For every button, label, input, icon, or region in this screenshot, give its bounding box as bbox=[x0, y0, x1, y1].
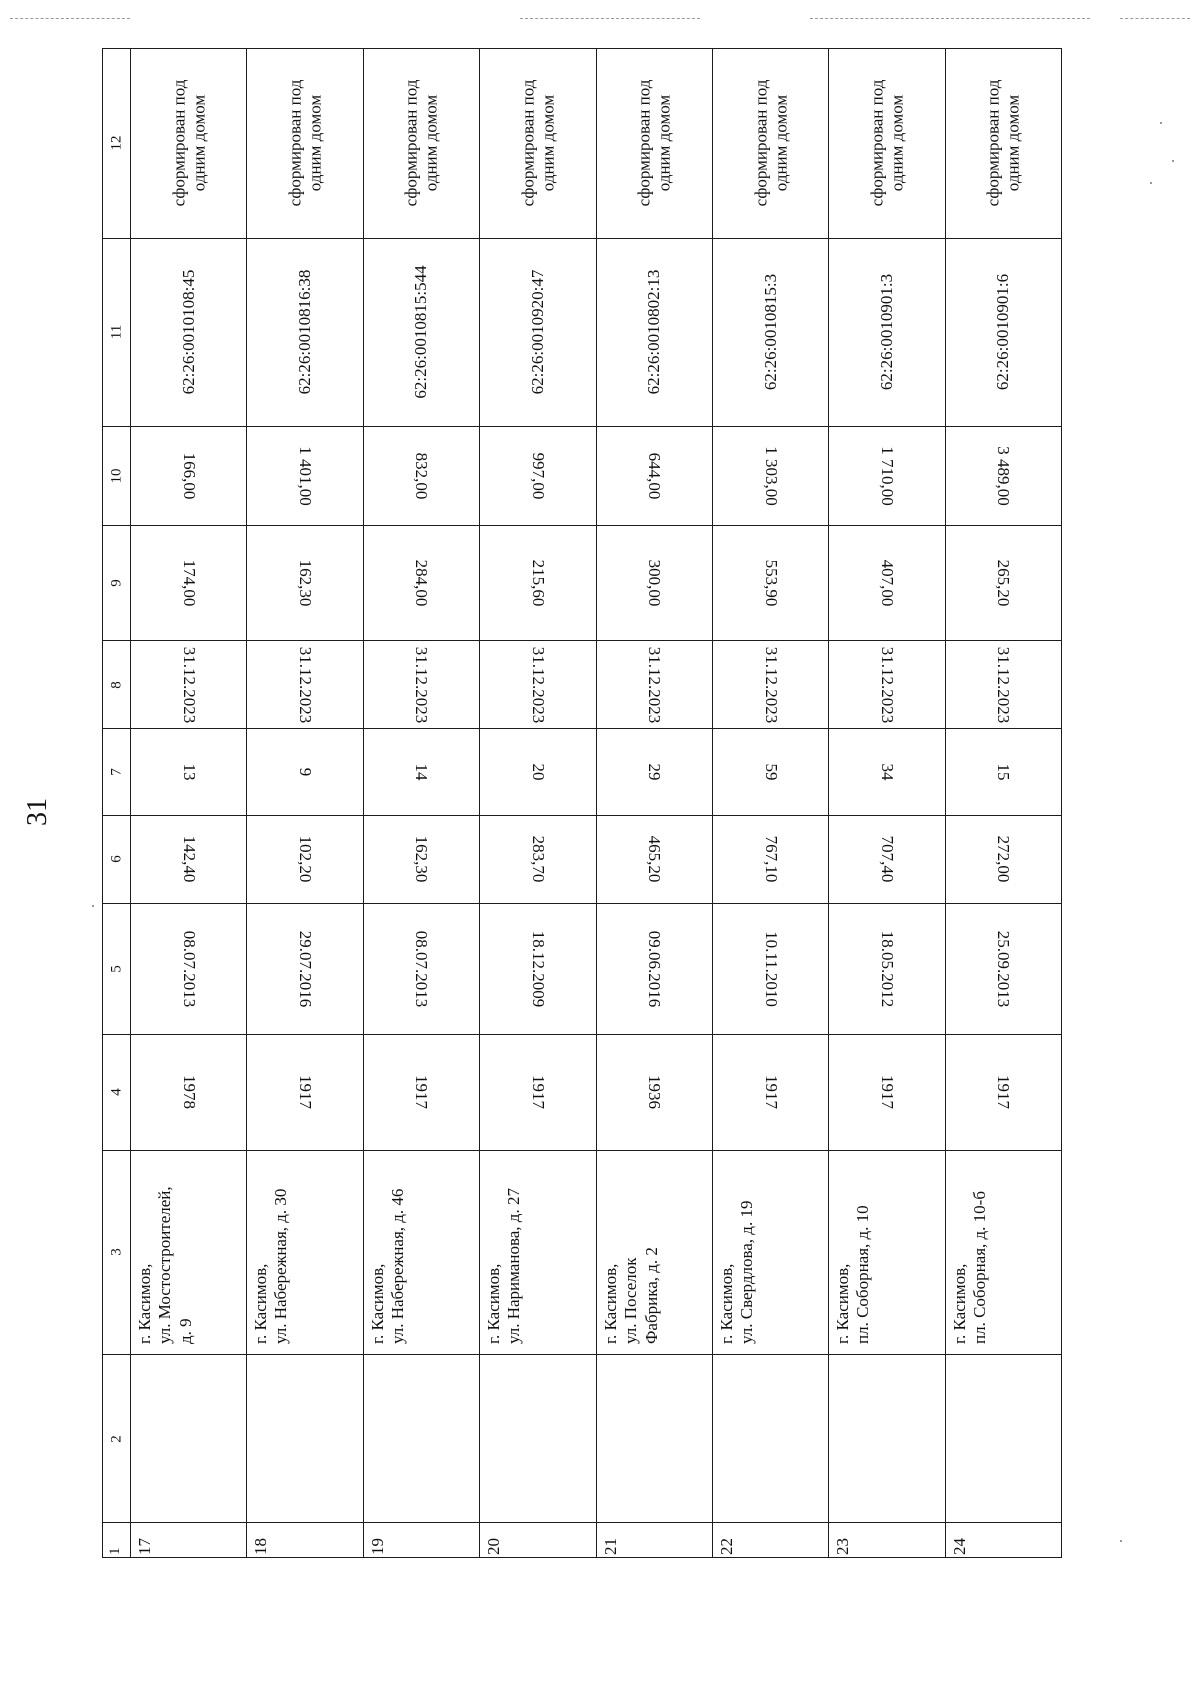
cadastral-number: 62:26:0010901:6 bbox=[993, 274, 1013, 391]
table-cell bbox=[247, 904, 362, 1035]
table-cell bbox=[829, 1355, 944, 1523]
table-row bbox=[131, 49, 247, 1557]
address-line: г. Касимов, bbox=[833, 1263, 853, 1345]
table-cell bbox=[597, 49, 712, 239]
table-cell bbox=[480, 526, 595, 641]
address-line: г. Касимов, bbox=[135, 1263, 154, 1345]
table-cell bbox=[364, 816, 479, 904]
table-cell bbox=[946, 904, 1061, 1035]
table-cell bbox=[480, 239, 595, 427]
year-built: 1917 bbox=[412, 1075, 432, 1110]
scan-artifact-line bbox=[810, 18, 1090, 19]
table-cell bbox=[946, 729, 1061, 816]
table-cell bbox=[364, 729, 479, 816]
area-value: 283,70 bbox=[528, 836, 548, 883]
table-cell bbox=[480, 1151, 595, 1356]
area-value: 465,20 bbox=[644, 836, 664, 883]
table-cell bbox=[713, 427, 828, 527]
table-cell bbox=[597, 1355, 712, 1523]
scan-speck bbox=[1150, 182, 1152, 184]
note-line: одним домом bbox=[188, 95, 208, 192]
column-header-label: 3 bbox=[108, 1248, 124, 1257]
column-header-label: 5 bbox=[108, 965, 124, 973]
table-cell bbox=[480, 816, 595, 904]
table-cell bbox=[480, 729, 595, 816]
table-cell bbox=[829, 239, 944, 427]
scan-speck bbox=[92, 905, 94, 907]
column-header-label: 8 bbox=[108, 680, 124, 689]
scan-artifact-line bbox=[520, 18, 700, 19]
note-text bbox=[169, 80, 208, 207]
table-cell bbox=[713, 641, 828, 729]
column-header-cell bbox=[103, 526, 130, 641]
year-built: 1917 bbox=[528, 1075, 548, 1110]
table-cell bbox=[946, 427, 1061, 527]
table-cell bbox=[597, 729, 712, 816]
table-cell bbox=[480, 641, 595, 729]
residents-count: 34 bbox=[877, 763, 897, 781]
address-line: ул. Свердлова, д. 19 bbox=[737, 1200, 757, 1345]
year-built: 1978 bbox=[179, 1075, 199, 1110]
table-cell bbox=[829, 816, 944, 904]
deadline-date: 31.12.2023 bbox=[994, 646, 1014, 723]
table-cell bbox=[480, 1523, 595, 1557]
column-header-label: 9 bbox=[108, 579, 124, 588]
table-cell bbox=[247, 1523, 362, 1557]
table-cell bbox=[597, 526, 712, 641]
table-cell bbox=[946, 1151, 1061, 1356]
header-column bbox=[103, 49, 131, 1557]
table-cell bbox=[247, 816, 362, 904]
note-line: сформирован под bbox=[518, 79, 538, 207]
table-cell bbox=[713, 1523, 828, 1557]
column-header-cell bbox=[103, 239, 130, 427]
value-10: 3 489,00 bbox=[994, 446, 1014, 506]
column-header-cell bbox=[103, 1035, 130, 1151]
table-cell bbox=[597, 1035, 712, 1151]
value-9: 300,00 bbox=[644, 559, 664, 607]
table-cell bbox=[364, 1151, 479, 1356]
address-line: пл. Соборная, д. 10-б bbox=[970, 1191, 990, 1345]
address-text bbox=[717, 1164, 809, 1344]
table-cell bbox=[597, 239, 712, 427]
residents-count: 14 bbox=[412, 763, 432, 781]
value-9: 407,00 bbox=[877, 559, 897, 607]
value-10: 644,00 bbox=[644, 452, 664, 500]
table-row bbox=[829, 49, 945, 1557]
table-row bbox=[480, 49, 596, 1557]
table-row bbox=[247, 49, 363, 1557]
note-text bbox=[402, 80, 441, 207]
address-line: ул. Поселок bbox=[620, 1257, 640, 1345]
cadastral-number: 62:26:0010920:47 bbox=[528, 269, 548, 395]
table-cell bbox=[247, 427, 362, 527]
column-header-label: 4 bbox=[108, 1088, 124, 1096]
column-header-cell bbox=[103, 904, 130, 1035]
note-line: одним домом bbox=[770, 95, 790, 192]
value-10: 1 710,00 bbox=[877, 446, 897, 506]
note-line: одним домом bbox=[537, 95, 557, 192]
value-10: 997,00 bbox=[528, 452, 548, 500]
address-text bbox=[251, 1164, 343, 1344]
table-cell bbox=[364, 904, 479, 1035]
table-cell bbox=[946, 1523, 1061, 1557]
cadastral-number: 62:26:0010901:3 bbox=[877, 274, 897, 391]
table-cell bbox=[713, 904, 828, 1035]
table-cell bbox=[829, 1151, 944, 1356]
column-header-label: 12 bbox=[108, 135, 124, 151]
table-cell bbox=[713, 816, 828, 904]
column-header-label: 11 bbox=[108, 324, 124, 340]
decision-date: 29.07.2016 bbox=[295, 930, 315, 1008]
scan-speck bbox=[1120, 1540, 1122, 1542]
row-number: 18 bbox=[251, 1538, 271, 1556]
table-cell bbox=[829, 1523, 944, 1557]
address-text bbox=[135, 1164, 227, 1344]
table-cell bbox=[131, 526, 246, 641]
table-cell bbox=[131, 729, 246, 816]
address-line: ул. Нариманова, д. 27 bbox=[504, 1188, 524, 1345]
note-line: сформирован под bbox=[867, 79, 887, 207]
column-header-label: 6 bbox=[108, 855, 124, 864]
value-9: 162,30 bbox=[295, 559, 315, 607]
table-cell bbox=[946, 239, 1061, 427]
deadline-date: 31.12.2023 bbox=[179, 646, 199, 723]
table-cell bbox=[247, 239, 362, 427]
table-cell bbox=[829, 427, 944, 527]
note-line: сформирован под bbox=[751, 79, 771, 207]
address-line: Фабрика, д. 2 bbox=[641, 1247, 661, 1345]
scan-speck bbox=[1160, 122, 1162, 124]
table-cell bbox=[364, 1523, 479, 1557]
table-cell bbox=[131, 1035, 246, 1151]
cadastral-number: 62:26:0010815:3 bbox=[760, 274, 780, 391]
decision-date: 09.06.2016 bbox=[644, 930, 664, 1008]
table-cell bbox=[946, 526, 1061, 641]
note-line: сформирован под bbox=[634, 79, 654, 207]
table-cell bbox=[247, 1151, 362, 1356]
address-text bbox=[833, 1164, 925, 1344]
page-number: 31 bbox=[22, 798, 53, 826]
cadastral-number: 62:26:0010816:38 bbox=[295, 269, 315, 395]
decision-date: 08.07.2013 bbox=[412, 930, 432, 1008]
table-cell bbox=[480, 49, 595, 239]
value-9: 284,00 bbox=[412, 559, 432, 607]
cadastral-number: 62:26:0010815:544 bbox=[411, 265, 431, 399]
table-row bbox=[946, 49, 1061, 1557]
table-cell bbox=[131, 1355, 246, 1523]
table-cell bbox=[829, 526, 944, 641]
scan-artifact-line bbox=[1120, 18, 1190, 19]
decision-date: 18.05.2012 bbox=[877, 930, 897, 1008]
year-built: 1917 bbox=[877, 1075, 897, 1110]
table-cell bbox=[597, 1151, 712, 1356]
note-text bbox=[751, 80, 790, 207]
residents-count: 29 bbox=[644, 763, 664, 781]
address-line: г. Касимов, bbox=[949, 1263, 969, 1345]
column-header-cell bbox=[103, 641, 130, 729]
table-cell bbox=[946, 641, 1061, 729]
table-row bbox=[713, 49, 829, 1557]
decision-date: 18.12.2009 bbox=[528, 930, 548, 1008]
table-cell bbox=[713, 239, 828, 427]
deadline-date: 31.12.2023 bbox=[877, 646, 897, 723]
note-text bbox=[286, 80, 325, 207]
table-cell bbox=[597, 904, 712, 1035]
value-10: 832,00 bbox=[412, 452, 432, 500]
address-text bbox=[950, 1164, 1042, 1344]
area-value: 707,40 bbox=[877, 836, 897, 883]
address-line: г. Касимов, bbox=[600, 1263, 620, 1345]
column-header-cell bbox=[103, 816, 130, 904]
table-cell bbox=[364, 641, 479, 729]
table-cell bbox=[364, 1035, 479, 1151]
row-number: 24 bbox=[949, 1538, 969, 1556]
column-header-cell bbox=[103, 427, 130, 527]
table-row bbox=[597, 49, 713, 1557]
column-header-cell bbox=[103, 49, 130, 239]
table-cell bbox=[131, 239, 246, 427]
address-line: г. Касимов, bbox=[484, 1263, 504, 1345]
row-number: 21 bbox=[600, 1538, 620, 1556]
residents-count: 20 bbox=[528, 763, 548, 781]
note-line: одним домом bbox=[1003, 95, 1023, 192]
table-cell bbox=[247, 1355, 362, 1523]
table-cell bbox=[480, 1355, 595, 1523]
table-cell bbox=[131, 427, 246, 527]
deadline-date: 31.12.2023 bbox=[412, 646, 432, 723]
residents-count: 9 bbox=[295, 767, 315, 777]
value-10: 1 303,00 bbox=[761, 446, 781, 506]
column-header-label: 10 bbox=[108, 468, 124, 484]
registry-table bbox=[102, 48, 1062, 1558]
table-cell bbox=[131, 1151, 246, 1356]
table-cell bbox=[247, 526, 362, 641]
table-cell bbox=[364, 49, 479, 239]
row-number: 19 bbox=[367, 1538, 387, 1556]
table-cell bbox=[131, 49, 246, 239]
year-built: 1917 bbox=[295, 1075, 315, 1110]
residents-count: 13 bbox=[179, 763, 199, 781]
row-number: 20 bbox=[484, 1538, 504, 1556]
deadline-date: 31.12.2023 bbox=[644, 646, 664, 723]
value-9: 215,60 bbox=[528, 559, 548, 607]
table-cell bbox=[713, 526, 828, 641]
scan-speck bbox=[1172, 160, 1174, 162]
table-cell bbox=[480, 1035, 595, 1151]
decision-date: 10.11.2010 bbox=[761, 930, 781, 1007]
table-cell bbox=[946, 49, 1061, 239]
value-10: 166,00 bbox=[179, 452, 199, 500]
table-cell bbox=[364, 239, 479, 427]
table-cell bbox=[713, 49, 828, 239]
column-header-label: 2 bbox=[108, 1434, 124, 1443]
address-line: ул. Набережная, д. 30 bbox=[271, 1188, 291, 1345]
row-number: 22 bbox=[716, 1538, 736, 1556]
column-header-label: 7 bbox=[108, 768, 124, 776]
value-9: 553,90 bbox=[761, 559, 781, 607]
year-built: 1917 bbox=[994, 1075, 1014, 1110]
column-header-cell bbox=[103, 1355, 130, 1523]
table-cell bbox=[829, 49, 944, 239]
address-line: пл. Соборная, д. 10 bbox=[853, 1205, 873, 1345]
address-line: ул. Мостостроителей, bbox=[155, 1186, 175, 1345]
address-text bbox=[368, 1164, 460, 1344]
area-value: 767,10 bbox=[761, 836, 781, 883]
table-cell bbox=[480, 427, 595, 527]
value-9: 174,00 bbox=[179, 559, 199, 607]
note-line: сформирован под bbox=[169, 79, 189, 207]
row-number: 23 bbox=[833, 1538, 853, 1556]
address-line: г. Касимов, bbox=[367, 1263, 387, 1345]
deadline-date: 31.12.2023 bbox=[761, 646, 781, 723]
decision-date: 08.07.2013 bbox=[179, 930, 199, 1008]
table-cell bbox=[946, 1035, 1061, 1151]
value-9: 265,20 bbox=[994, 559, 1014, 607]
table-cell bbox=[480, 904, 595, 1035]
table-cell bbox=[364, 1355, 479, 1523]
decision-date: 25.09.2013 bbox=[994, 930, 1014, 1008]
table-cell bbox=[131, 641, 246, 729]
table-cell bbox=[364, 427, 479, 527]
table-cell bbox=[597, 816, 712, 904]
row-number: 17 bbox=[135, 1538, 154, 1556]
deadline-date: 31.12.2023 bbox=[528, 646, 548, 723]
note-line: одним домом bbox=[305, 95, 325, 192]
value-10: 1 401,00 bbox=[295, 446, 315, 506]
table-cell bbox=[713, 729, 828, 816]
table-cell bbox=[829, 904, 944, 1035]
table-cell bbox=[247, 1035, 362, 1151]
table-cell bbox=[597, 641, 712, 729]
deadline-date: 31.12.2023 bbox=[295, 646, 315, 723]
residents-count: 15 bbox=[994, 763, 1014, 781]
area-value: 272,00 bbox=[994, 836, 1014, 883]
note-text bbox=[635, 80, 674, 207]
note-text bbox=[867, 80, 906, 207]
note-line: сформирован под bbox=[983, 79, 1003, 207]
cadastral-number: 62:26:0010802:13 bbox=[644, 269, 664, 395]
address-line: ул. Набережная, д. 46 bbox=[388, 1188, 408, 1345]
note-text bbox=[518, 80, 557, 207]
table-cell bbox=[713, 1355, 828, 1523]
table-cell bbox=[597, 427, 712, 527]
year-built: 1917 bbox=[761, 1075, 781, 1110]
table-cell bbox=[131, 1523, 246, 1557]
year-built: 1936 bbox=[644, 1075, 664, 1110]
area-value: 162,30 bbox=[412, 836, 432, 883]
note-line: сформирован под bbox=[401, 79, 421, 207]
residents-count: 59 bbox=[761, 763, 781, 781]
cadastral-number: 62:26:0010108:45 bbox=[178, 269, 198, 395]
table-cell bbox=[829, 641, 944, 729]
note-text bbox=[984, 80, 1023, 207]
address-line: д. 9 bbox=[175, 1318, 195, 1345]
table-cell bbox=[713, 1151, 828, 1356]
column-header-cell bbox=[103, 1523, 130, 1557]
table-cell bbox=[247, 49, 362, 239]
area-value: 142,40 bbox=[179, 836, 199, 883]
scan-artifact-line bbox=[10, 18, 130, 19]
table-cell bbox=[597, 1523, 712, 1557]
table-row bbox=[364, 49, 480, 1557]
column-header-cell bbox=[103, 1151, 130, 1356]
table-cell bbox=[364, 526, 479, 641]
table-cell bbox=[946, 816, 1061, 904]
note-line: одним домом bbox=[421, 95, 441, 192]
note-line: одним домом bbox=[654, 95, 674, 192]
address-text bbox=[484, 1164, 576, 1344]
column-header-cell bbox=[103, 729, 130, 816]
table-cell bbox=[131, 816, 246, 904]
table-cell bbox=[946, 1355, 1061, 1523]
address-line: г. Касимов, bbox=[716, 1263, 736, 1345]
address-line: г. Касимов, bbox=[251, 1263, 271, 1345]
table-cell bbox=[247, 641, 362, 729]
table-cell bbox=[829, 1035, 944, 1151]
table-cell bbox=[247, 729, 362, 816]
address-text bbox=[601, 1164, 693, 1344]
area-value: 102,20 bbox=[295, 836, 315, 883]
table-cell bbox=[713, 1035, 828, 1151]
note-line: сформирован под bbox=[285, 79, 305, 207]
column-header-label: 1 bbox=[107, 1547, 123, 1556]
note-line: одним домом bbox=[886, 95, 906, 192]
table-cell bbox=[829, 729, 944, 816]
table-cell bbox=[131, 904, 246, 1035]
